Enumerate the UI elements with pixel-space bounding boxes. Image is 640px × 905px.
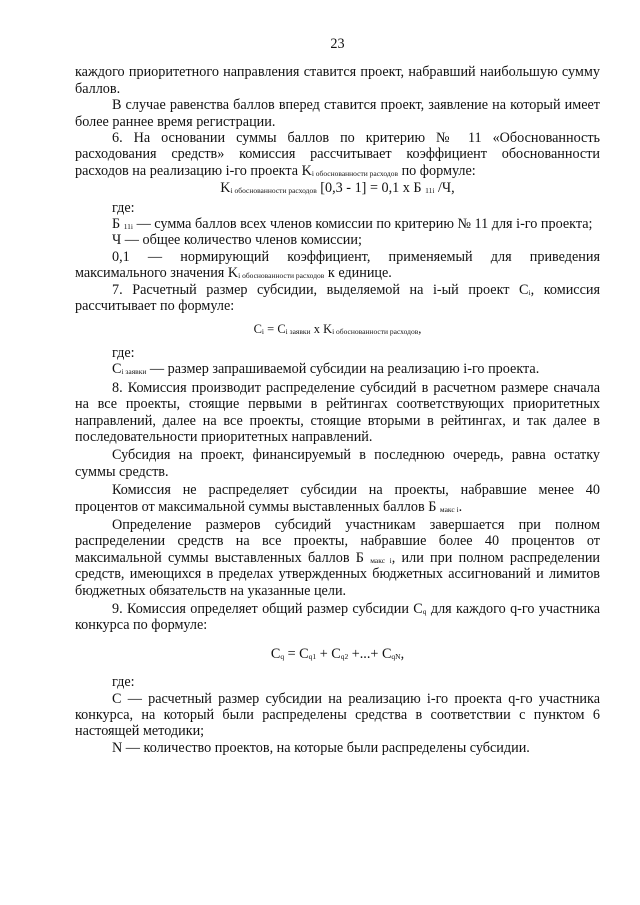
definition-request: $C_{i заявки}$ — размер запрашиваемой субсидии на реализацию i-го проекта.: [112, 361, 540, 378]
formula-subsidy: $C_i = C_{i заявки}$ х $K_{i обоснованности расходов}$,: [253, 321, 422, 336]
paragraph-last-subsidy: Субсидия на проект, финансируемый в последнюю очередь, равна остатку суммы средств.: [75, 447, 600, 480]
page-number: 23: [330, 36, 345, 52]
where-label: где:: [112, 199, 135, 216]
formula-coefficient: $K_{i обоснованности расходов}$ [0,3 - 1] = 0,1 х Б $_{11i}$ /Ч,: [220, 180, 455, 197]
definition-coefficient: 0,1 — нормирующий коэффициент, применяемый для приведения максимального значения $K_{i обоснованности расходов}$ к единице.: [75, 248, 600, 282]
where-label: где:: [112, 344, 135, 361]
definition-n: N — количество проектов, на которые были распределены субсидии.: [112, 739, 530, 756]
paragraph-tie-rule: В случае равенства баллов вперед ставится проект, заявление на который имеет более раннее время регистрации.: [75, 97, 600, 130]
paragraph-item-6: 6. На основании суммы баллов по критерию № 11 «Обоснованность расходования средств» комиссия рассчитывает коэффициент обоснованности расходов на реализацию i-го проекта $K_{i обоснованности расходов}$ по формуле:: [75, 130, 600, 179]
formula-total: $C_q = C_{q1} + C_{q2}$ +...+ $C_{qN}$,: [270, 645, 405, 662]
paragraph-completion: Определение размеров субсидий участникам завершается при полном распределении средств на все проекты, набравшие более 40 процентов от максимальной суммы выставленных баллов Б $_{макс i}$, или при полном распределении средств, имеющихся в пределах утвержденных бюджетных ассигнований и лимитов бюджетных обязательств на указанные цели.: [75, 516, 600, 599]
definition-ch: Ч — общее количество членов комиссии;: [112, 232, 362, 249]
definition-c: C — расчетный размер субсидии на реализацию i-го проекта q-го участника конкурса, на который были распределены средства в соответствии с пунктом 6 настоящей методики;: [75, 690, 600, 740]
paragraph-threshold: Комиссия не распределяет субсидии на проекты, набравшие менее 40 процентов от максимальной суммы выставленных баллов Б $_{макс i}$.: [75, 482, 600, 515]
paragraph-item-7: 7. Расчетный размер субсидии, выделяемой на i-ый проект $C_i$, комиссия рассчитывает по формуле:: [75, 281, 600, 315]
where-label: где:: [112, 674, 135, 691]
paragraph-item-9: 9. Комиссия определяет общий размер субсидии $C_q$ для каждого q-го участника конкурса по формуле:: [75, 601, 600, 634]
paragraph-item-8: 8. Комиссия производит распределение субсидий в расчетном размере сначала на все проекты, стоящие первыми в рейтингах соответствующих приоритетных направлений, далее на все проекты, стоящие вторыми в рейтингах, и так далее в последовательности приоритетных направлений.: [75, 379, 600, 445]
paragraph-continuation: каждого приоритетного направления ставится проект, набравший наибольшую сумму баллов.: [75, 64, 600, 97]
definition-b11: Б $_{11i}$ — сумма баллов всех членов комиссии по критерию № 11 для i-го проекта;: [112, 216, 593, 233]
